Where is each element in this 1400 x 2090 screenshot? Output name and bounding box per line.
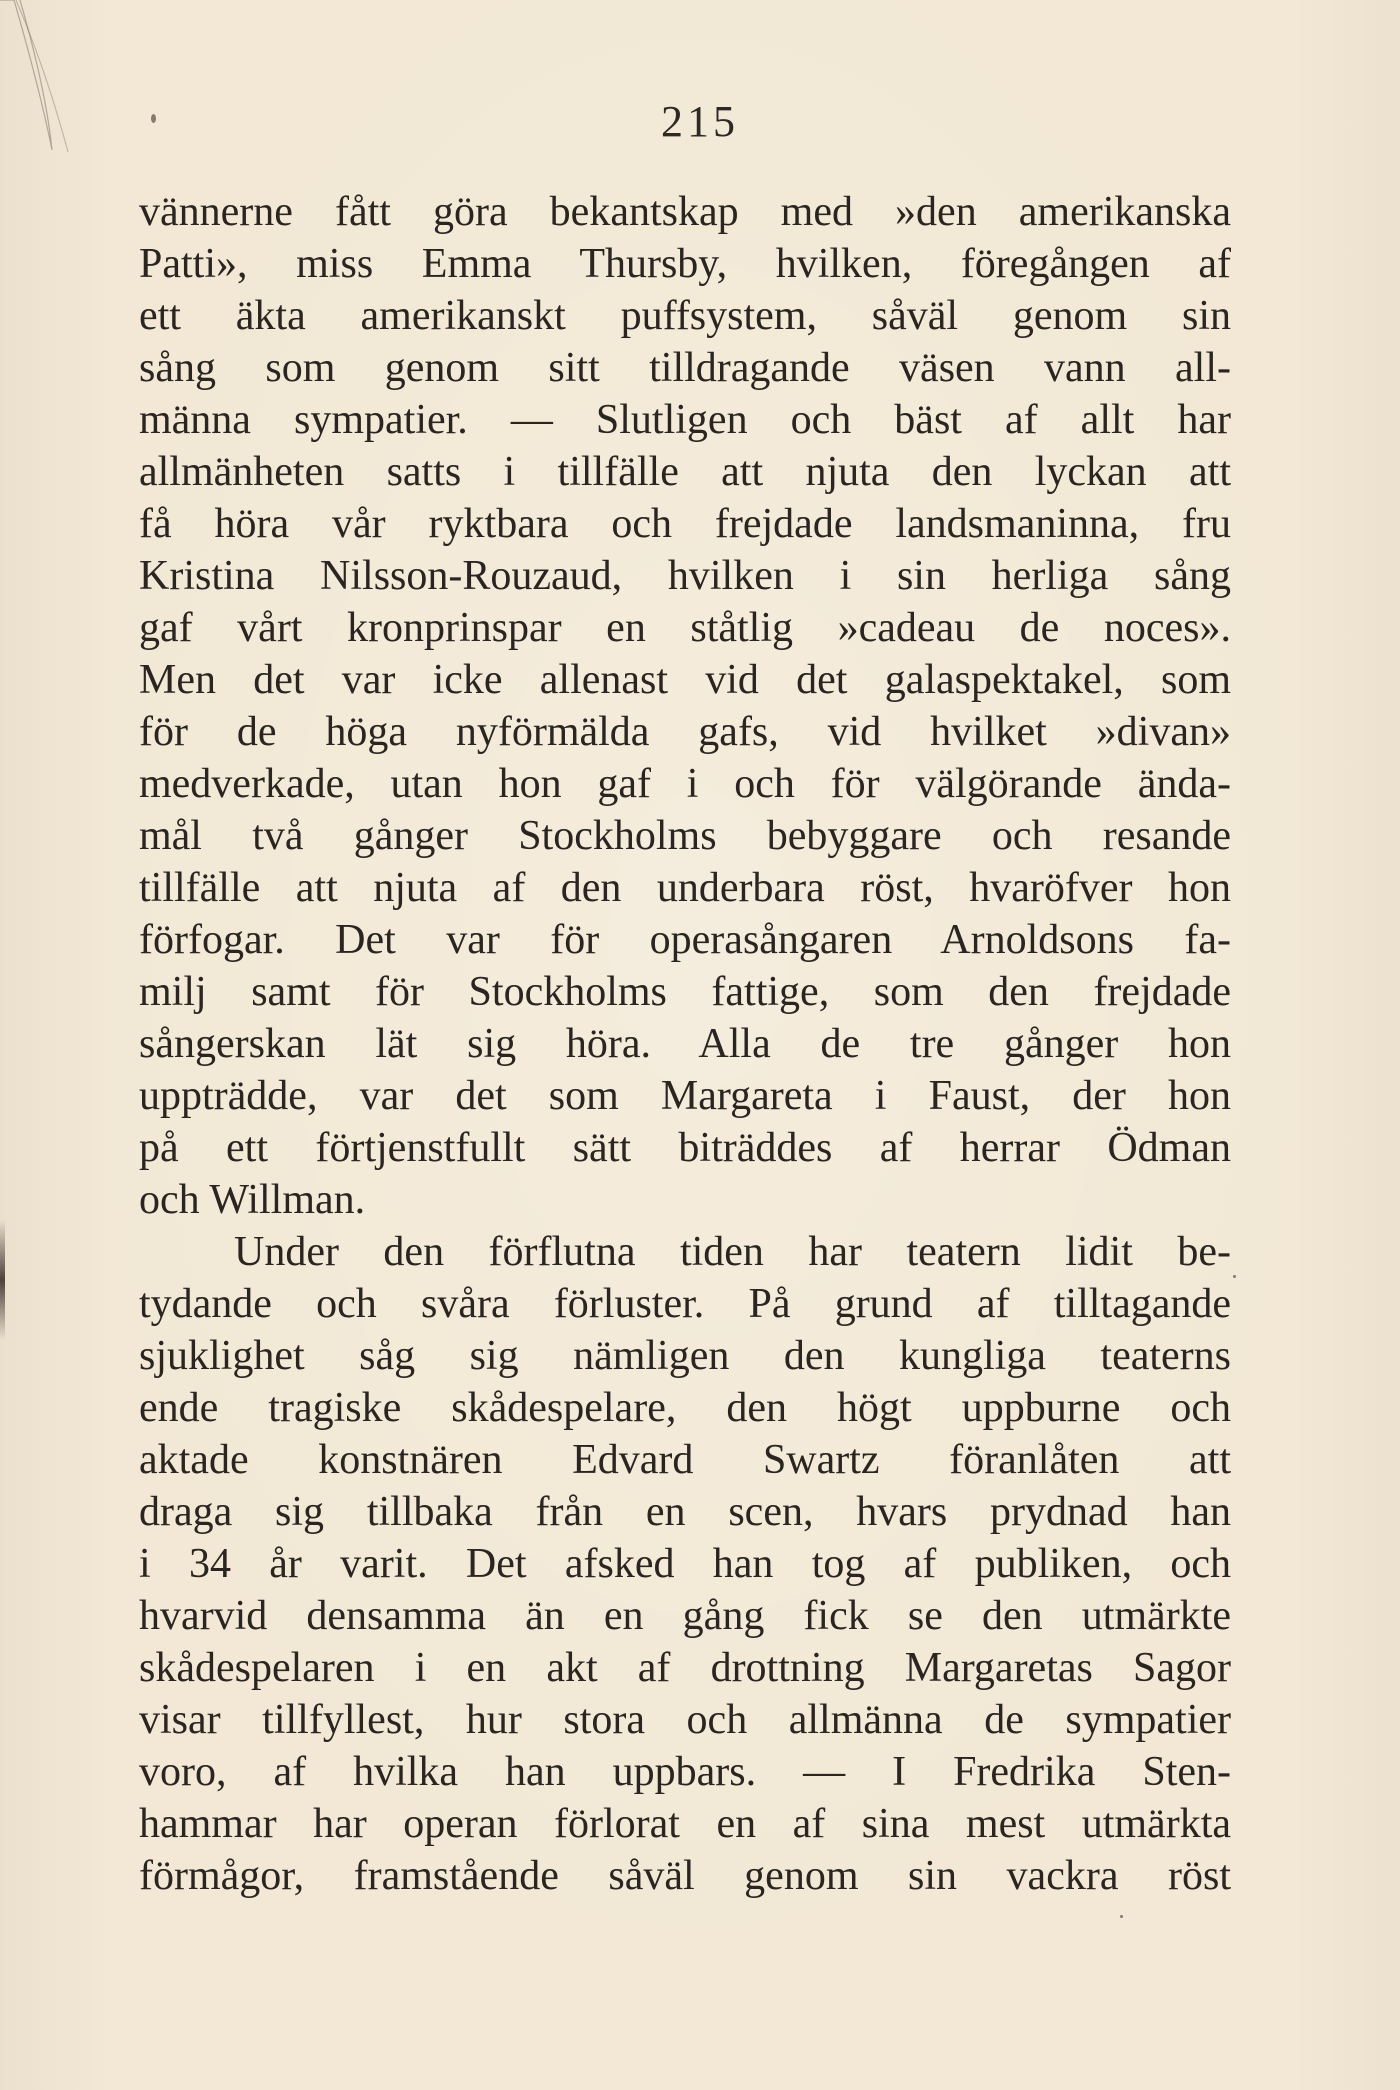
body-text — [139, 186, 1231, 1902]
text-line-paragraph-start: Under den förflutna tiden har teatern lidit be- — [234, 1229, 1231, 1275]
text-line: vännerne fått göra bekantskap med »den amerikanska — [139, 189, 1231, 235]
text-line: visar tillfyllest, hur stora och allmänna de sympatier — [139, 1697, 1231, 1743]
text-line: uppträdde, var det som Margareta i Faust, der hon — [139, 1073, 1231, 1119]
text-line: förmågor, framstående såväl genom sin vackra röst — [139, 1853, 1231, 1899]
text-line: mål två gånger Stockholms bebyggare och resande — [139, 813, 1231, 859]
text-line: hammar har operan förlorat en af sina mest utmärkta — [139, 1801, 1231, 1847]
text-line: Kristina Nilsson-Rouzaud, hvilken i sin herliga sång — [139, 553, 1231, 599]
text-line: voro, af hvilka han uppbars. — I Fredrika Sten- — [139, 1749, 1231, 1795]
text-line: allmänheten satts i tillfälle att njuta den lyckan att — [139, 449, 1231, 495]
text-line: sångerskan lät sig höra. Alla de tre gånger hon — [139, 1021, 1231, 1067]
text-line: milj samt för Stockholms fattige, som den frejdade — [139, 969, 1231, 1015]
text-line-paragraph-end: och Willman. — [139, 1177, 366, 1223]
text-line: Men det var icke allenast vid det galaspektakel, som — [139, 657, 1231, 703]
ink-speck — [1233, 1275, 1236, 1278]
text-line: gaf vårt kronprinspar en ståtlig »cadeau de noces». — [139, 605, 1231, 651]
text-line: på ett förtjenstfullt sätt biträddes af herrar Ödman — [139, 1125, 1231, 1171]
text-line: sjuklighet såg sig nämligen den kungliga teaterns — [139, 1333, 1231, 1379]
text-line: ett äkta amerikanskt puffsystem, såväl genom sin — [139, 293, 1231, 339]
text-line: aktade konstnären Edvard Swartz föranlåten att — [139, 1437, 1231, 1483]
left-edge-binding-mark — [0, 1220, 5, 1340]
text-line: sång som genom sitt tilldragande väsen vann all- — [139, 345, 1231, 391]
text-line: i 34 år varit. Det afsked han tog af publiken, och — [139, 1541, 1231, 1587]
page-number: 215 — [661, 97, 739, 146]
text-line: få höra vår ryktbara och frejdade landsmaninna, fru — [139, 501, 1231, 547]
text-line: männa sympatier. — Slutligen och bäst af allt har — [139, 397, 1231, 443]
text-line: medverkade, utan hon gaf i och för välgörande ända- — [139, 761, 1231, 807]
text-line: Patti», miss Emma Thursby, hvilken, föregången af — [139, 241, 1231, 287]
text-line: tydande och svåra förluster. På grund af tilltagande — [139, 1281, 1231, 1327]
ink-speck — [1120, 1915, 1123, 1918]
text-line: skådespelaren i en akt af drottning Margaretas Sagor — [139, 1645, 1231, 1691]
text-line: hvarvid densamma än en gång fick se den utmärkte — [139, 1593, 1231, 1639]
text-line: för de höga nyförmälda gafs, vid hvilket »divan» — [139, 709, 1231, 755]
text-line: förfogar. Det var för operasångaren Arnoldsons fa- — [139, 917, 1231, 963]
text-line: draga sig tillbaka från en scen, hvars prydnad han — [139, 1489, 1231, 1535]
text-line: tillfälle att njuta af den underbara röst, hvaröfver hon — [139, 865, 1231, 911]
text-line: ende tragiske skådespelare, den högt uppburne och — [139, 1385, 1231, 1431]
